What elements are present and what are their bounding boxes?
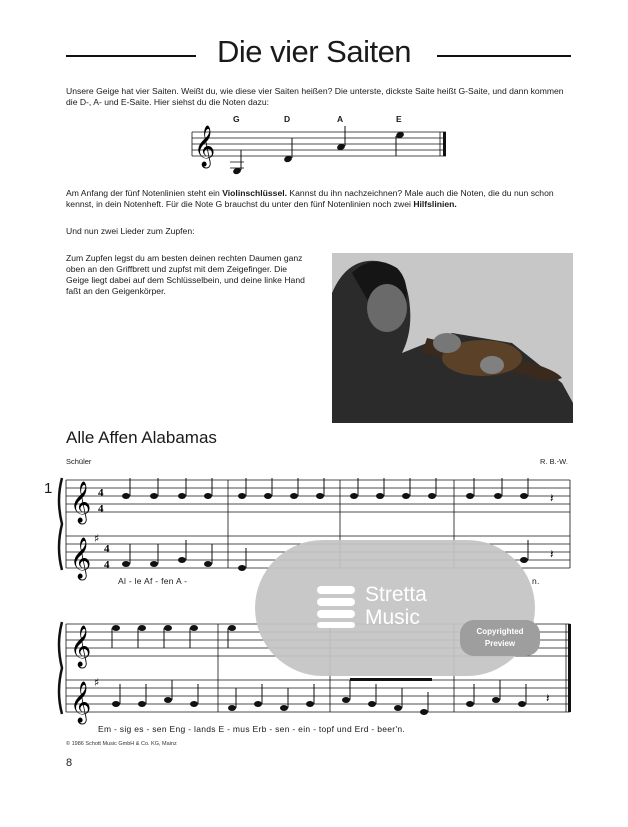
clef-text-1: Am Anfang der fünf Notenlinien steht ein (66, 188, 223, 198)
part-label: Schüler (66, 457, 92, 466)
lyrics-line-1: Al - le Af - fen A - (118, 576, 188, 586)
svg-text:𝄞: 𝄞 (70, 682, 92, 723)
note-label-d: D (284, 114, 291, 124)
lyrics-line-2: Em - sig es - sen Eng - lands E - mus Erb - sen - ein - topf und Erd - beer'n. (98, 724, 406, 734)
treble-clef-icon: 𝄞 (194, 126, 216, 167)
page-title: Die vier Saiten (216, 34, 412, 69)
string-notes-staff (192, 126, 448, 176)
svg-text:𝄞: 𝄞 (70, 538, 92, 579)
svg-text:𝄞: 𝄞 (70, 482, 92, 523)
note-label-e: E (396, 114, 402, 124)
copyrighted-preview-badge (460, 620, 540, 656)
composer-credit: R. B.-W. (540, 457, 568, 466)
svg-text:4: 4 (104, 543, 110, 555)
stretta-logo-icon (313, 584, 359, 630)
svg-text:4: 4 (98, 503, 104, 515)
watermark-brand-line-1: Stretta (365, 583, 427, 606)
svg-text:𝄽: 𝄽 (550, 547, 554, 561)
clef-text-2: Kannst du ihn nachzeichnen? Male auch die Noten, die du nun schon kennst, in dein Notenheft. Für die Note G brauchst du unter den fünf Notenlinien noch zwei (66, 188, 554, 209)
svg-text:♯: ♯ (94, 532, 100, 545)
title-rule-right (437, 55, 571, 57)
badge-line-2: Preview (484, 639, 516, 648)
songs-intro: Und nun zwei Lieder zum Zupfen: (66, 226, 195, 236)
page-number: 8 (66, 757, 73, 769)
svg-text:4: 4 (98, 487, 104, 499)
clef-text-bold-1: Violinschlüssel. (222, 188, 288, 198)
lyrics-line-1-end: n. (532, 576, 540, 586)
clef-text-bold-2: Hilfslinien. (413, 199, 457, 209)
song-title: Alle Affen Alabamas (66, 428, 217, 447)
watermark-brand-line-2: Music (365, 606, 420, 629)
svg-text:4: 4 (104, 559, 110, 571)
note-label-a: A (337, 114, 344, 124)
violinist-photo (332, 253, 573, 423)
system-number: 1 (44, 480, 53, 497)
clef-paragraph (66, 188, 578, 210)
pluck-paragraph: Zum Zupfen legst du am besten deinen rechten Daumen ganz oben an den Griffbrett und zupfst mit dem Zeigefinger. Die Geige liegt dabei auf dem Schlüsselbein, und deine linke Hand faßt an den Geigenkörper. (66, 253, 305, 296)
svg-text:𝄽: 𝄽 (550, 491, 554, 505)
svg-text:♯: ♯ (94, 676, 100, 689)
badge-line-1: Copyrighted (476, 627, 524, 636)
intro-paragraph: Unsere Geige hat vier Saiten. Weißt du, wie diese vier Saiten heißen? Die unterste, dickste Saite heißt G-Saite, und dann kommen die D-, A- und E-Saite. Hier siehst du die Noten dazu: (66, 86, 564, 107)
svg-text:𝄞: 𝄞 (70, 626, 92, 667)
note-label-g: G (233, 114, 240, 124)
svg-text:𝄽: 𝄽 (546, 691, 550, 705)
copyright-notice: © 1986 Schott Music GmbH & Co. KG, Mainz (66, 741, 177, 747)
